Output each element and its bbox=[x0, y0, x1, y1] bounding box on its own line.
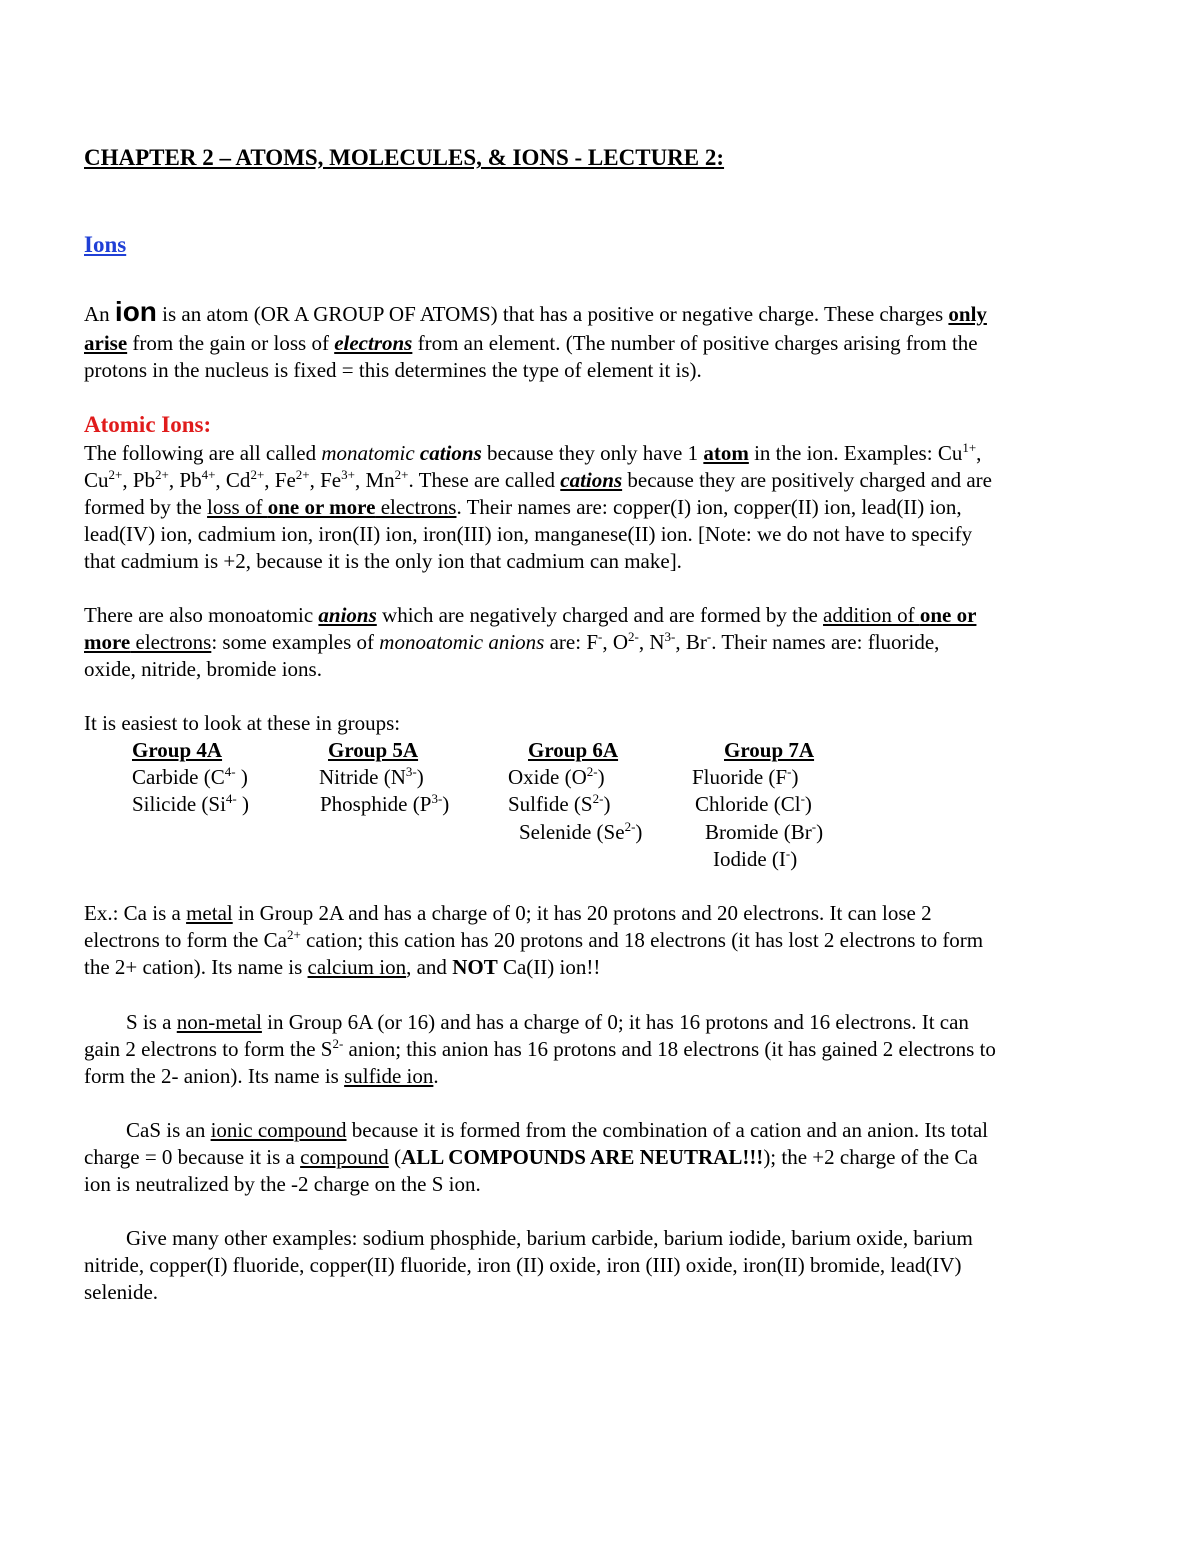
intro-line-1: An ion is an atom (OR A GROUP OF ATOMS) that has a positive or negative charge. These charges only bbox=[84, 296, 987, 327]
cations-line-4: lead(IV) ion, cadmium ion, iron(II) ion, iron(III) ion, manganese(II) ion. [Note: we do not have to specify bbox=[84, 522, 973, 546]
example-cas-line-1: CaS is an ionic compound because it is formed from the combination of a cation and an anion. Its total bbox=[126, 1118, 988, 1142]
group-6a-heading: Group 6A bbox=[528, 738, 619, 762]
group-7a-heading: Group 7A bbox=[724, 738, 815, 762]
group-6a-item: Sulfide $(S^{2-})$ bbox=[508, 791, 611, 816]
group-5a-item: Nitride $(N^{3-})$ bbox=[319, 764, 424, 789]
example-ca-line-3: the 2+ cation). Its name is calcium ion, and NOT Ca(II) ion!! bbox=[84, 955, 601, 979]
intro-line-2: arise from the gain or loss of electrons from an element. (The number of positive charges arising from the bbox=[84, 331, 978, 355]
groups-intro: It is easiest to look at these in groups: bbox=[84, 711, 401, 735]
group-7a-item: Fluoride (F-) bbox=[692, 764, 799, 789]
example-cas-line-3: ion is neutralized by the -2 charge on the S ion. bbox=[84, 1172, 481, 1196]
group-7a-item: Bromide (Br-) bbox=[705, 819, 824, 844]
cations-line-3: formed by the loss of one or more electrons. Their names are: copper(I) ion, copper(II) ion, lead(II) ion, bbox=[84, 495, 962, 519]
example-s-line-3: form the 2- anion). Its name is sulfide ion. bbox=[84, 1064, 439, 1088]
anions-line-1: There are also monoatomic anions which are negatively charged and are formed by the addition of one or bbox=[84, 603, 977, 627]
examples-more-line-3: selenide. bbox=[84, 1280, 159, 1304]
group-5a-item: Phosphide $(P^{3-})$ bbox=[320, 791, 450, 816]
group-4a-item: Silicide ($Si^{4-}$ ) bbox=[132, 791, 250, 816]
anions-line-3: oxide, nitride, bromide ions. bbox=[84, 657, 322, 681]
intro-line-3: protons in the nucleus is fixed = this determines the type of element it is). bbox=[84, 358, 702, 382]
section-heading-atomic-ions: Atomic Ions: bbox=[84, 412, 212, 437]
examples-more-line-1: Give many other examples: sodium phosphide, barium carbide, barium iodide, barium oxide, barium bbox=[126, 1226, 973, 1250]
group-4a-heading: Group 4A bbox=[132, 738, 223, 762]
group-6a-item: Selenide $(Se^{2-})$ bbox=[519, 819, 643, 844]
section-heading-ions: Ions bbox=[84, 232, 127, 257]
cations-line-2: $Cu^{2+}$, $Pb^{2+}$, $Pb^{4+}$, $Cd^{2+}$, $Fe^{2+}$, $Fe^{3+}$, $Mn^{2+}$. These are called cations because they are positively charged and are bbox=[84, 467, 992, 492]
cations-line-1: The following are all called monatomic cations because they only have 1 atom in the ion. Examples: $Cu^{1+}$, bbox=[84, 440, 982, 465]
anions-line-2: more electrons: some examples of monoatomic anions are: F-, $O^{2-}$, $N^{3-}$, Br-. Their names are: fluoride, bbox=[84, 629, 940, 654]
ion-term: ion bbox=[114, 296, 157, 327]
example-s-line-1: S is a non-metal in Group 6A (or 16) and has a charge of 0; it has 16 protons and 16 electrons. It can bbox=[126, 1010, 969, 1034]
group-6a-item: Oxide $(O^{2-})$ bbox=[508, 764, 605, 789]
examples-more-line-2: nitride, copper(I) fluoride, copper(II) fluoride, iron (II) oxide, iron (III) oxide, iron(II) bromide, lead(IV) bbox=[84, 1253, 962, 1277]
example-ca-line-1: Ex.: Ca is a metal in Group 2A and has a charge of 0; it has 20 protons and 20 electrons. It can lose 2 bbox=[84, 901, 932, 925]
page-title: CHAPTER 2 – ATOMS, MOLECULES, & IONS - LECTURE 2: bbox=[84, 145, 725, 170]
example-ca-line-2: electrons to form the $Ca^{2+}$ cation; this cation has 20 protons and 18 electrons (it has lost 2 electrons to form bbox=[84, 927, 984, 952]
group-7a-item: Iodide (I-) bbox=[713, 846, 798, 871]
group-5a-heading: Group 5A bbox=[328, 738, 419, 762]
example-cas-line-2: charge = 0 because it is a compound (ALL COMPOUNDS ARE NEUTRAL!!!); the +2 charge of the Ca bbox=[84, 1145, 978, 1169]
group-4a-item: Carbide ($C^{4-}$ ) bbox=[132, 764, 248, 789]
group-7a-item: Chloride (Cl-) bbox=[695, 791, 812, 816]
example-s-line-2: gain 2 electrons to form the $S^{2-}$ anion; this anion has 16 protons and 18 electrons (it has gained 2 electrons to bbox=[84, 1036, 996, 1061]
cations-line-5: that cadmium is +2, because it is the only ion that cadmium can make]. bbox=[84, 549, 682, 573]
